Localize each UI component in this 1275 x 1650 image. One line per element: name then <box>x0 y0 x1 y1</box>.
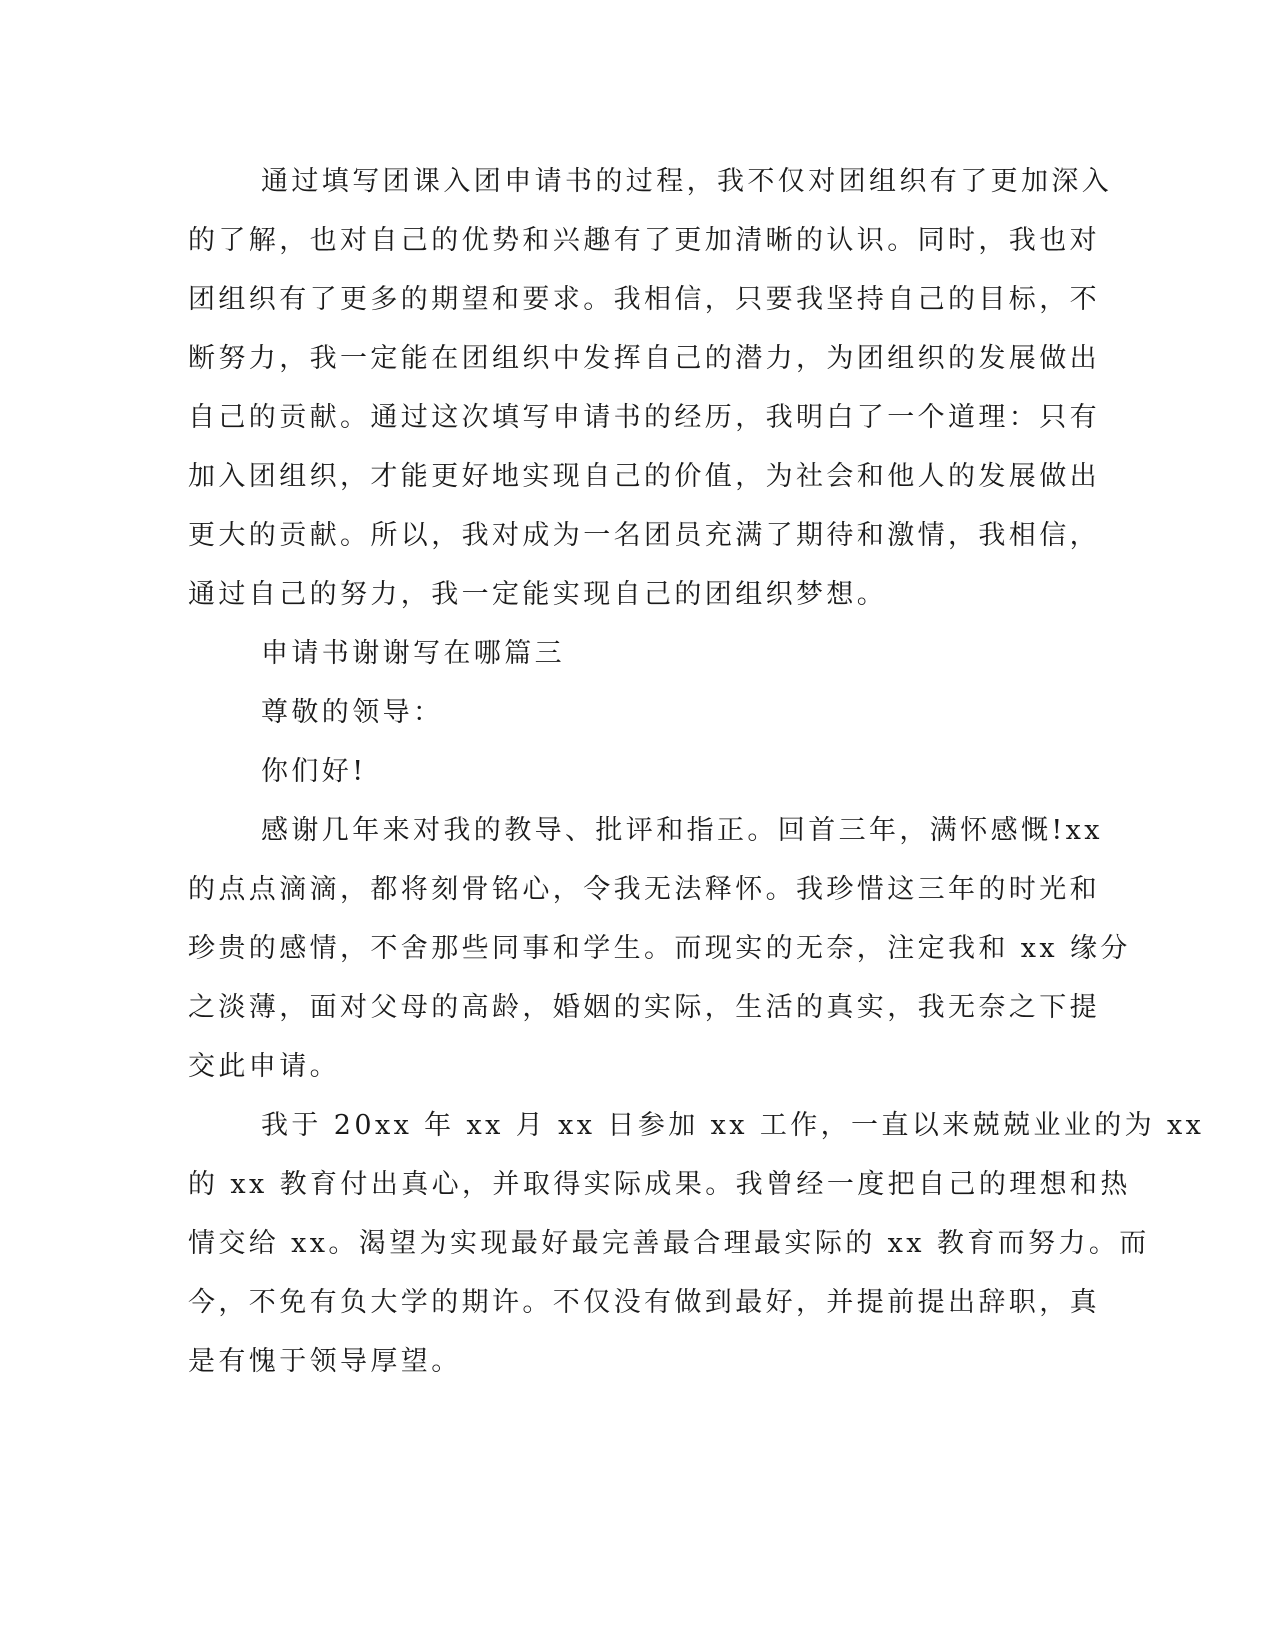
paragraph-line: 通过填写团课入团申请书的过程，我不仅对团组织有了更加深入 <box>261 166 1113 197</box>
paragraph-line: 加入团组织，才能更好地实现自己的价值，为社会和他人的发展做出 <box>188 461 1100 492</box>
paragraph-line: 团组织有了更多的期望和要求。我相信，只要我坚持自己的目标，不 <box>188 284 1100 315</box>
paragraph-line: 交此申请。 <box>188 1051 340 1082</box>
paragraph-line: 通过自己的努力，我一定能实现自己的团组织梦想。 <box>188 579 888 610</box>
paragraph-line: 珍贵的感情，不舍那些同事和学生。而现实的无奈，注定我和 xx 缘分 <box>188 933 1131 964</box>
greeting: 你们好! <box>261 756 367 787</box>
paragraph-line: 感谢几年来对我的教导、批评和指正。回首三年，满怀感慨!xx <box>261 815 1103 846</box>
paragraph-line: 是有愧于领导厚望。 <box>188 1346 462 1377</box>
salutation: 尊敬的领导： <box>261 697 444 728</box>
paragraph-line: 的了解，也对自己的优势和兴趣有了更加清晰的认识。同时，我也对 <box>188 225 1100 256</box>
paragraph-line: 的点点滴滴，都将刻骨铭心，令我无法释怀。我珍惜这三年的时光和 <box>188 874 1100 905</box>
section-title: 申请书谢谢写在哪篇三 <box>261 638 565 669</box>
paragraph-line: 之淡薄，面对父母的高龄，婚姻的实际，生活的真实，我无奈之下提 <box>188 992 1100 1023</box>
paragraph-line: 自己的贡献。通过这次填写申请书的经历，我明白了一个道理：只有 <box>188 402 1100 433</box>
paragraph-line: 的 xx 教育付出真心，并取得实际成果。我曾经一度把自己的理想和热 <box>188 1169 1131 1200</box>
paragraph-line: 情交给 xx。渴望为实现最好最完善最合理最实际的 xx 教育而努力。而 <box>188 1228 1150 1259</box>
paragraph-line: 今，不免有负大学的期许。不仅没有做到最好，并提前提出辞职，真 <box>188 1287 1100 1318</box>
paragraph-line: 断努力，我一定能在团组织中发挥自己的潜力，为团组织的发展做出 <box>188 343 1100 374</box>
paragraph-line: 更大的贡献。所以，我对成为一名团员充满了期待和激情，我相信， <box>188 520 1100 551</box>
paragraph-line: 我于 20xx 年 xx 月 xx 日参加 xx 工作，一直以来兢兢业业的为 xx <box>261 1110 1205 1141</box>
